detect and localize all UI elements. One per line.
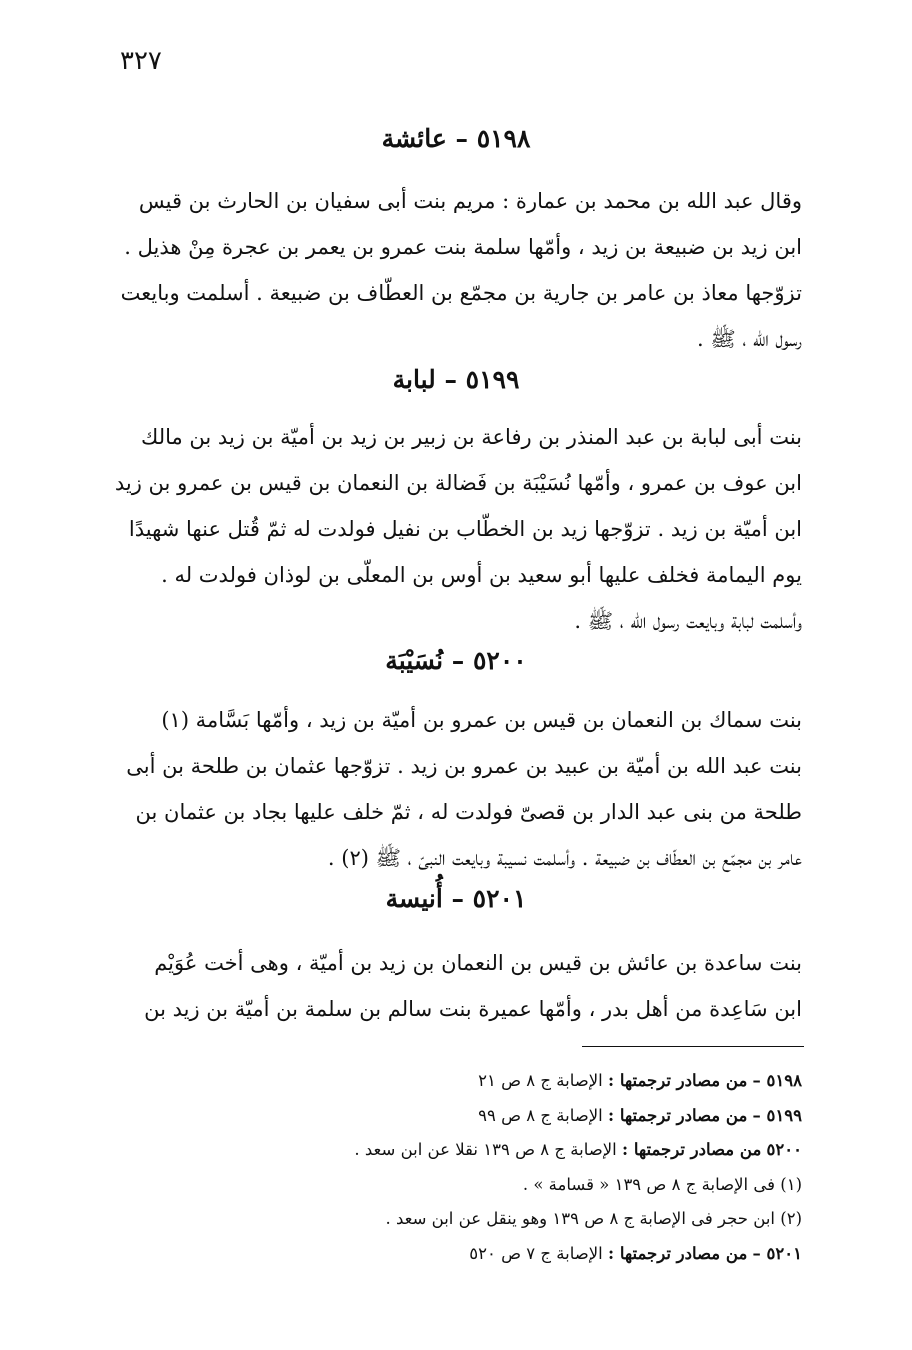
text-line: تزوّجها معاذ بن عامر بن جارية بن مجمّع بن العطّاف بن ضبيعة . أسلمت وبايعت (120, 281, 802, 305)
footnote-number: ٥١٩٨ – (752, 1071, 802, 1090)
footnotes (112, 1064, 802, 1271)
page-number: ٣٢٧ (120, 46, 162, 76)
footnote (112, 1133, 802, 1168)
footnote (112, 1237, 802, 1272)
text-line: بنت عبد الله بن أميّة بن عبيد بن عمرو بن زيد . تزوّجها عثمان بن طلحة بن أبى (126, 754, 802, 778)
footnote-text: الإصابة ج ٧ ص ٥٢٠ (469, 1243, 603, 1263)
entry-heading: ٥٢٠١ – أُنيسة (385, 884, 527, 913)
footnote-text: الإصابة ج ٨ ص ٩٩ (478, 1105, 603, 1125)
text-line: طلحة من بنى عبد الدار بن قصىّ فولدت له ، ثمّ خلف عليها بجاد بن عثمان بن (135, 800, 802, 824)
text-line: بنت سماك بن النعمان بن قيس بن عمرو بن أميّة بن زيد ، وأمّها بَسَّامة (١) (161, 708, 802, 732)
footnote (112, 1202, 802, 1237)
entry-paragraph (112, 940, 802, 1032)
footnote-label: من مصادر ترجمتها : (608, 1243, 748, 1263)
footnote-label: من مصادر ترجمتها : (608, 1071, 748, 1090)
footnote-text: (١) فى الإصابة ج ٨ ص ١٣٩ « قسامة » . (522, 1174, 802, 1194)
footnote-label: من مصادر ترجمتها : (622, 1140, 762, 1159)
text-line: ابن أميّة بن زيد . تزوّجها زيد بن الخطّاب بن نفيل فولدت له ثمّ قُتل عنها شهيدًا (128, 517, 802, 541)
entry-heading: ٥١٩٩ – لبابة (392, 365, 520, 394)
footnote-number: ٥١٩٩ – (752, 1105, 802, 1125)
entry-heading: ٥٢٠٠ – نُسَيْبَة (385, 646, 527, 675)
footnote-number: ٥٢٠١ – (752, 1243, 802, 1263)
footnote (112, 1099, 802, 1134)
text-line: ابن عوف بن عمرو ، وأمّها نُسَيْبَة بن فَضالة بن النعمان بن قيس بن عمرو بن زيد (114, 471, 802, 495)
footnote-label: من مصادر ترجمتها : (608, 1105, 748, 1125)
entry-heading: ٥١٩٨ – عائشة (381, 124, 531, 153)
footnote-number: ٥٢٠٠ (766, 1140, 802, 1159)
footnote (112, 1168, 802, 1203)
footnote-text: الإصابة ج ٨ ص ١٣٩ نقلا عن ابن سعد . (354, 1140, 617, 1159)
footnote (112, 1064, 802, 1099)
text-line: يوم اليمامة فخلف عليها أبو سعيد بن أوس بن المعلّى بن لوذان فولدت له . (161, 563, 802, 587)
text-line: عامر بن مجمّع بن العطّاف بن ضبيعة . وأسلمت نسيبة وبايعت النبىّ ، ﷺ (٢) . (327, 846, 802, 870)
footnote-divider (582, 1046, 804, 1047)
footnote-text: الإصابة ج ٨ ص ٢١ (478, 1071, 603, 1090)
text-line: رسول الله ، ﷺ . (696, 327, 802, 351)
text-line: ابن سَاعِدة من أهل بدر ، وأمّها عميرة بنت سالم بن سلمة بن أميّة بن زيد بن (144, 997, 802, 1021)
text-line: وقال عبد الله بن محمد بن عمارة : مريم بنت أبى سفيان بن الحارث بن قيس (138, 189, 802, 213)
text-line: بنت أبى لبابة بن عبد المنذر بن رفاعة بن زبير بن زيد بن أميّة بن زيد بن مالك (141, 425, 802, 449)
entry-paragraph (112, 178, 802, 362)
text-line: ابن زيد بن ضبيعة بن زيد ، وأمّها سلمة بنت عمرو بن يعمر بن عجرة مِنْ هذيل . (124, 235, 802, 259)
entry-paragraph (112, 414, 802, 644)
footnote-text: (٢) ابن حجر فى الإصابة ج ٨ ص ١٣٩ وهو ينقل عن ابن سعد . (385, 1209, 802, 1228)
text-line: بنت ساعدة بن عائش بن قيس بن النعمان بن زيد بن أميّة ، وهى أخت عُوَيْم (154, 951, 802, 975)
text-line: وأسلمت لبابة وبايعت رسول الله ، ﷺ . (574, 609, 802, 633)
entry-paragraph (112, 697, 802, 881)
